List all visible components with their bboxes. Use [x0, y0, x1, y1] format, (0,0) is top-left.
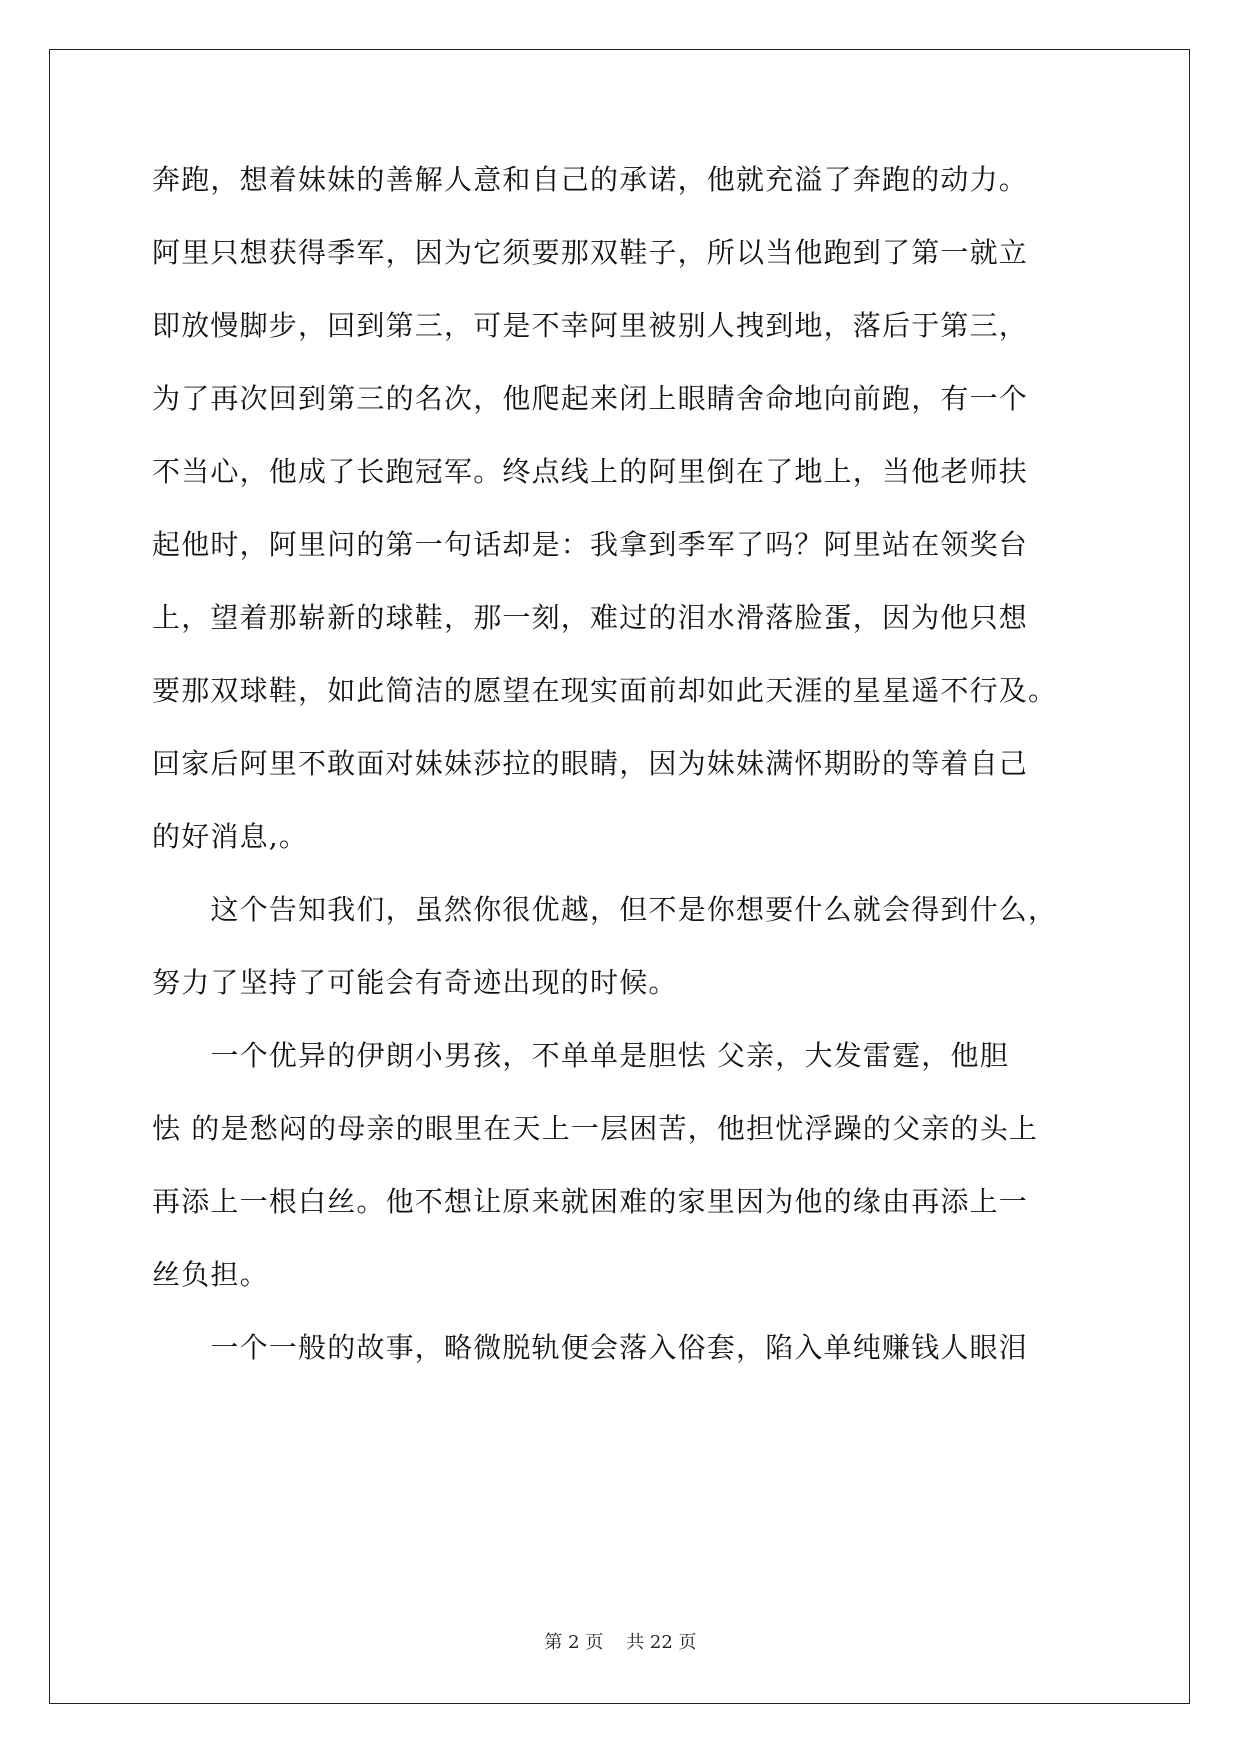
text-line-1: 奔跑，想着妹妹的善解人意和自己的承诺，他就充溢了奔跑的动力。 [152, 163, 1029, 196]
text-line-5: 不当心，他成了长跑冠军。终点线上的阿里倒在了地上，当他老师扶 [152, 455, 1029, 488]
page-border [49, 49, 1190, 1704]
text-line-11: 这个告知我们，虽然你很优越，但不是你想要什么就会得到什么， [152, 893, 1058, 926]
text-line-2: 阿里只想获得季军，因为它须要那双鞋子，所以当他跑到了第一就立 [152, 236, 1029, 269]
text-line-14: 怯 的是愁闷的母亲的眼里在天上一层困苦，他担忧浮躁的父亲的头上 [152, 1112, 1039, 1145]
text-line-15: 再添上一根白丝。他不想让原来就困难的家里因为他的缘由再添上一 [152, 1185, 1029, 1218]
page-number: 第 2 页 共 22 页 [544, 1632, 697, 1653]
text-line-16: 丝负担。 [152, 1258, 269, 1291]
text-line-4: 为了再次回到第三的名次，他爬起来闭上眼睛舍命地向前跑，有一个 [152, 382, 1029, 415]
text-line-7: 上，望着那崭新的球鞋，那一刻，难过的泪水滑落脸蛋，因为他只想 [152, 601, 1029, 634]
text-line-17: 一个一般的故事，略微脱轨便会落入俗套，陷入单纯赚钱人眼泪 [152, 1331, 1029, 1364]
text-line-13: 一个优异的伊朗小男孩，不单单是胆怯 父亲，大发雷霆，他胆 [152, 1039, 1009, 1072]
text-line-12: 努力了坚持了可能会有奇迹出现的时候。 [152, 966, 678, 999]
text-line-6: 起他时，阿里问的第一句话却是：我拿到季军了吗？阿里站在领奖台 [152, 528, 1029, 561]
page-footer [0, 1628, 1241, 1654]
text-line-3: 即放慢脚步，回到第三，可是不幸阿里被别人拽到地，落后于第三， [152, 309, 1029, 342]
text-line-9: 回家后阿里不敢面对妹妹莎拉的眼睛，因为妹妹满怀期盼的等着自己 [152, 747, 1029, 780]
text-line-8: 要那双球鞋，如此简洁的愿望在现实面前却如此天涯的星星遥不行及。 [152, 674, 1058, 707]
text-line-10: 的好消息,。 [152, 820, 309, 853]
